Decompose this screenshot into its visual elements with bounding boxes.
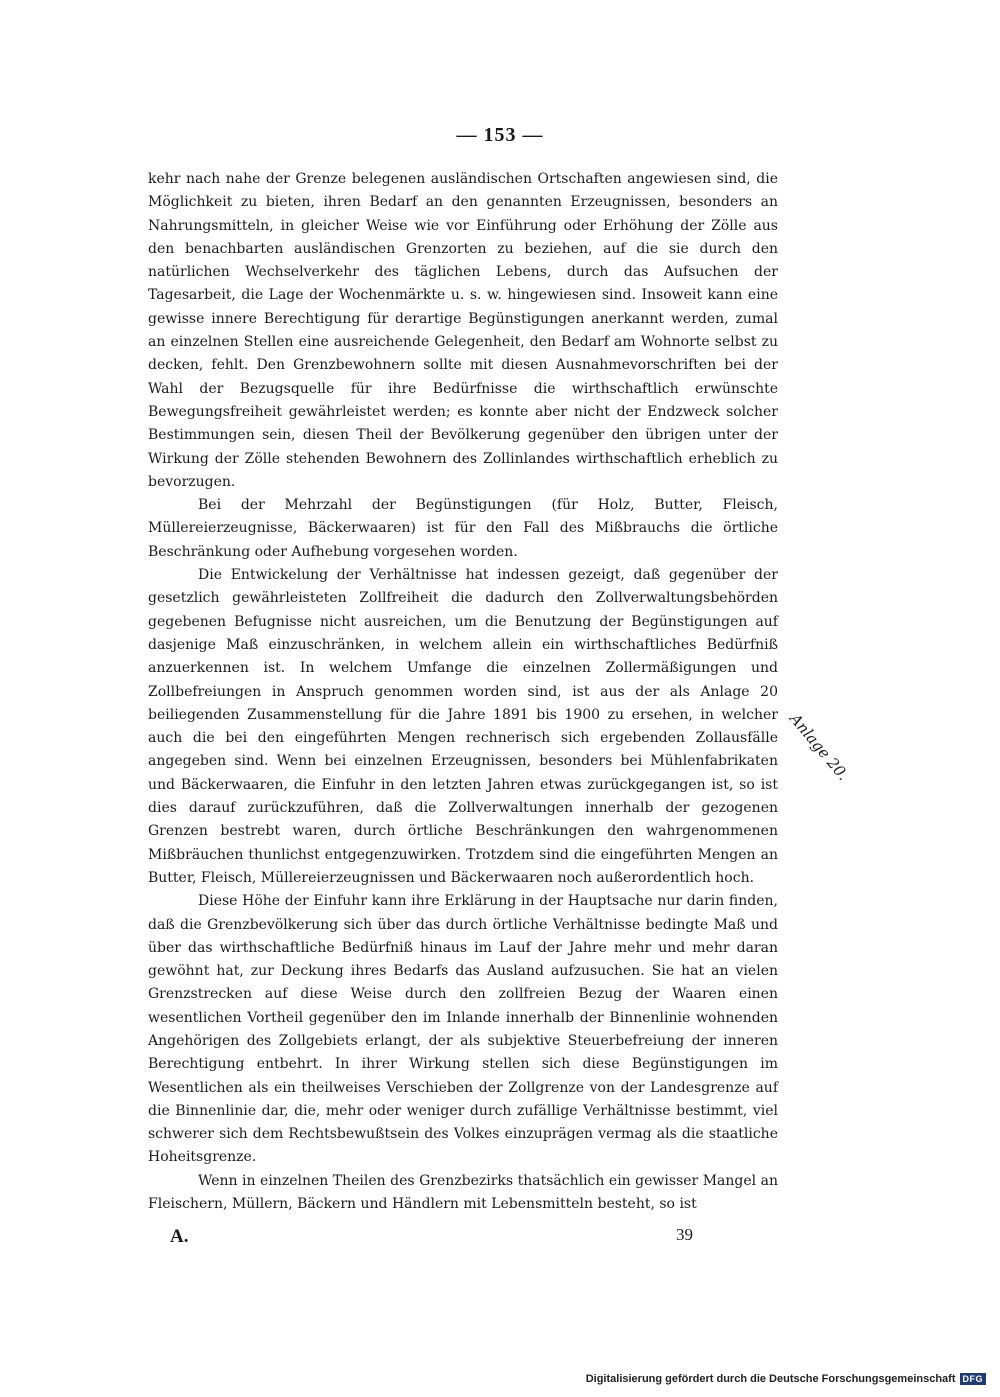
page-number: — 153 —: [456, 124, 544, 146]
paragraph: Wenn in einzelnen Theilen des Grenzbezirks thatsächlich ein gewisser Mangel an Fleischern, Müllern, Bäckern und Händlern mit Lebensmitteln besteht, so ist: [148, 1172, 778, 1213]
paragraph: Diese Höhe der Einfuhr kann ihre Erklärung in der Hauptsache nur darin finden, daß die Grenzbevölkerung sich über das durch örtliche Verhältnisse bedingte Maß und über das wirthschaftliche Bedürfniß hinaus im Lauf der Jahre mehr und mehr daran gewöhnt hat, zur Deckung ihres Bedarfs das Ausland aufzusuchen. Sie hat an vielen Grenzstrecken auf diese Weise durch den zollfreien Bezug der Waaren einen wesentlichen Vortheil gegenüber den im Inlande innerhalb der Binnenlinie wohnenden Angehörigen des Zollgebiets erlangt, der als subjektive Steuerbefreiung der inneren Berechtigung entbehrt. In ihrer Wirkung stellen sich diese Begünstigungen im Wesentlichen als ein theilweises Verschieben der Zollgrenze von der Landesgrenze auf die Binnenlinie dar, die, mehr oder weniger durch zufällige Verhältnisse bestimmt, viel schwerer sich dem Rechtsbewußtsein des Volkes einzuprägen vermag als die staatliche Hoheitsgrenze.: [148, 893, 778, 1166]
credit-text: Digitalisierung gefördert durch die Deutsche Forschungsgemeinschaft: [585, 1373, 956, 1385]
footer-credit: [586, 1373, 986, 1385]
sheet-number: 39: [676, 1225, 693, 1244]
marginal-note: Anlage 20.: [786, 710, 853, 784]
paragraph: Bei der Mehrzahl der Begünstigungen (für Holz, Butter, Fleisch, Müllereierzeugnisse, Bäckerwaaren) ist für den Fall des Mißbrauchs die örtliche Beschränkung oder Aufhebung vorgesehen worden.: [148, 497, 778, 560]
dfg-logo: DFG: [960, 1373, 987, 1385]
paragraph: kehr nach nahe der Grenze belegenen ausländischen Ortschaften angewiesen sind, die Möglichkeit zu bieten, ihren Bedarf an den genannten Erzeugnissen, besonders an Nahrungsmitteln, in gleicher Weise wie vor Einführung oder Erhöhung der Zölle aus den benachbarten ausländischen Grenzorten zu beziehen, auf die sie durch den natürlichen Wechselverkehr des täglichen Lebens, durch das Aufsuchen der Tagesarbeit, die Lage der Wochenmärkte u. s. w. hingewiesen sind. Insoweit kann eine gewisse innere Berechtigung für derartige Begünstigungen anerkannt werden, zumal an einzelnen Stellen eine ausreichende Gelegenheit, den Bedarf am Wohnorte selbst zu decken, fehlt. Den Grenzbewohnern sollte mit diesen Ausnahmevorschriften bei der Wahl der Bezugsquelle für ihre Bedürfnisse die wirthschaftlich erwünschte Bewegungsfreiheit gewährleistet werden; es konnte aber nicht der Endzweck solcher Bestimmungen sein, diesen Theil der Bevölkerung gegenüber den übrigen unter der Wirkung der Zölle stehenden Bewohnern des Zollinlandes wirthschaftlich erheblich zu bevorzugen.: [148, 171, 778, 490]
signature-mark: A.: [170, 1226, 189, 1247]
body-text: [148, 168, 778, 1216]
paragraph: Die Entwickelung der Verhältnisse hat indessen gezeigt, daß gegenüber der gesetzlich gewährleisteten Zollfreiheit die dadurch den Zollverwaltungsbehörden gegebenen Befugnisse nicht ausreichen, um die Benutzung der Begünstigungen auf dasjenige Maß einzuschränken, in welchem allein ein wirthschaftliches Bedürfniß anzuerkennen ist. In welchem Umfange die einzelnen Zollermäßigungen und Zollbefreiungen in Anspruch genommen worden sind, ist aus der als Anlage 20 beiliegenden Zusammenstellung für die Jahre 1891 bis 1900 zu ersehen, in welcher auch die bei den eingeführten Mengen rechnerisch sich ergebenden Zollausfälle angegeben sind. Wenn bei einzelnen Erzeugnissen, besonders bei Mühlenfabrikaten und Bäckerwaaren, die Einfuhr in den letzten Jahren etwas zurückgegangen ist, so ist dies darauf zurückzuführen, daß die Zollverwaltungen innerhalb der gezogenen Grenzen bestrebt waren, durch örtliche Beschränkungen den wahrgenommenen Mißbräuchen thunlichst entgegenzuwirken. Trotzdem sind die eingeführten Mengen an Butter, Fleisch, Müllereierzeugnissen und Bäckerwaaren noch außerordentlich hoch.: [148, 567, 778, 886]
